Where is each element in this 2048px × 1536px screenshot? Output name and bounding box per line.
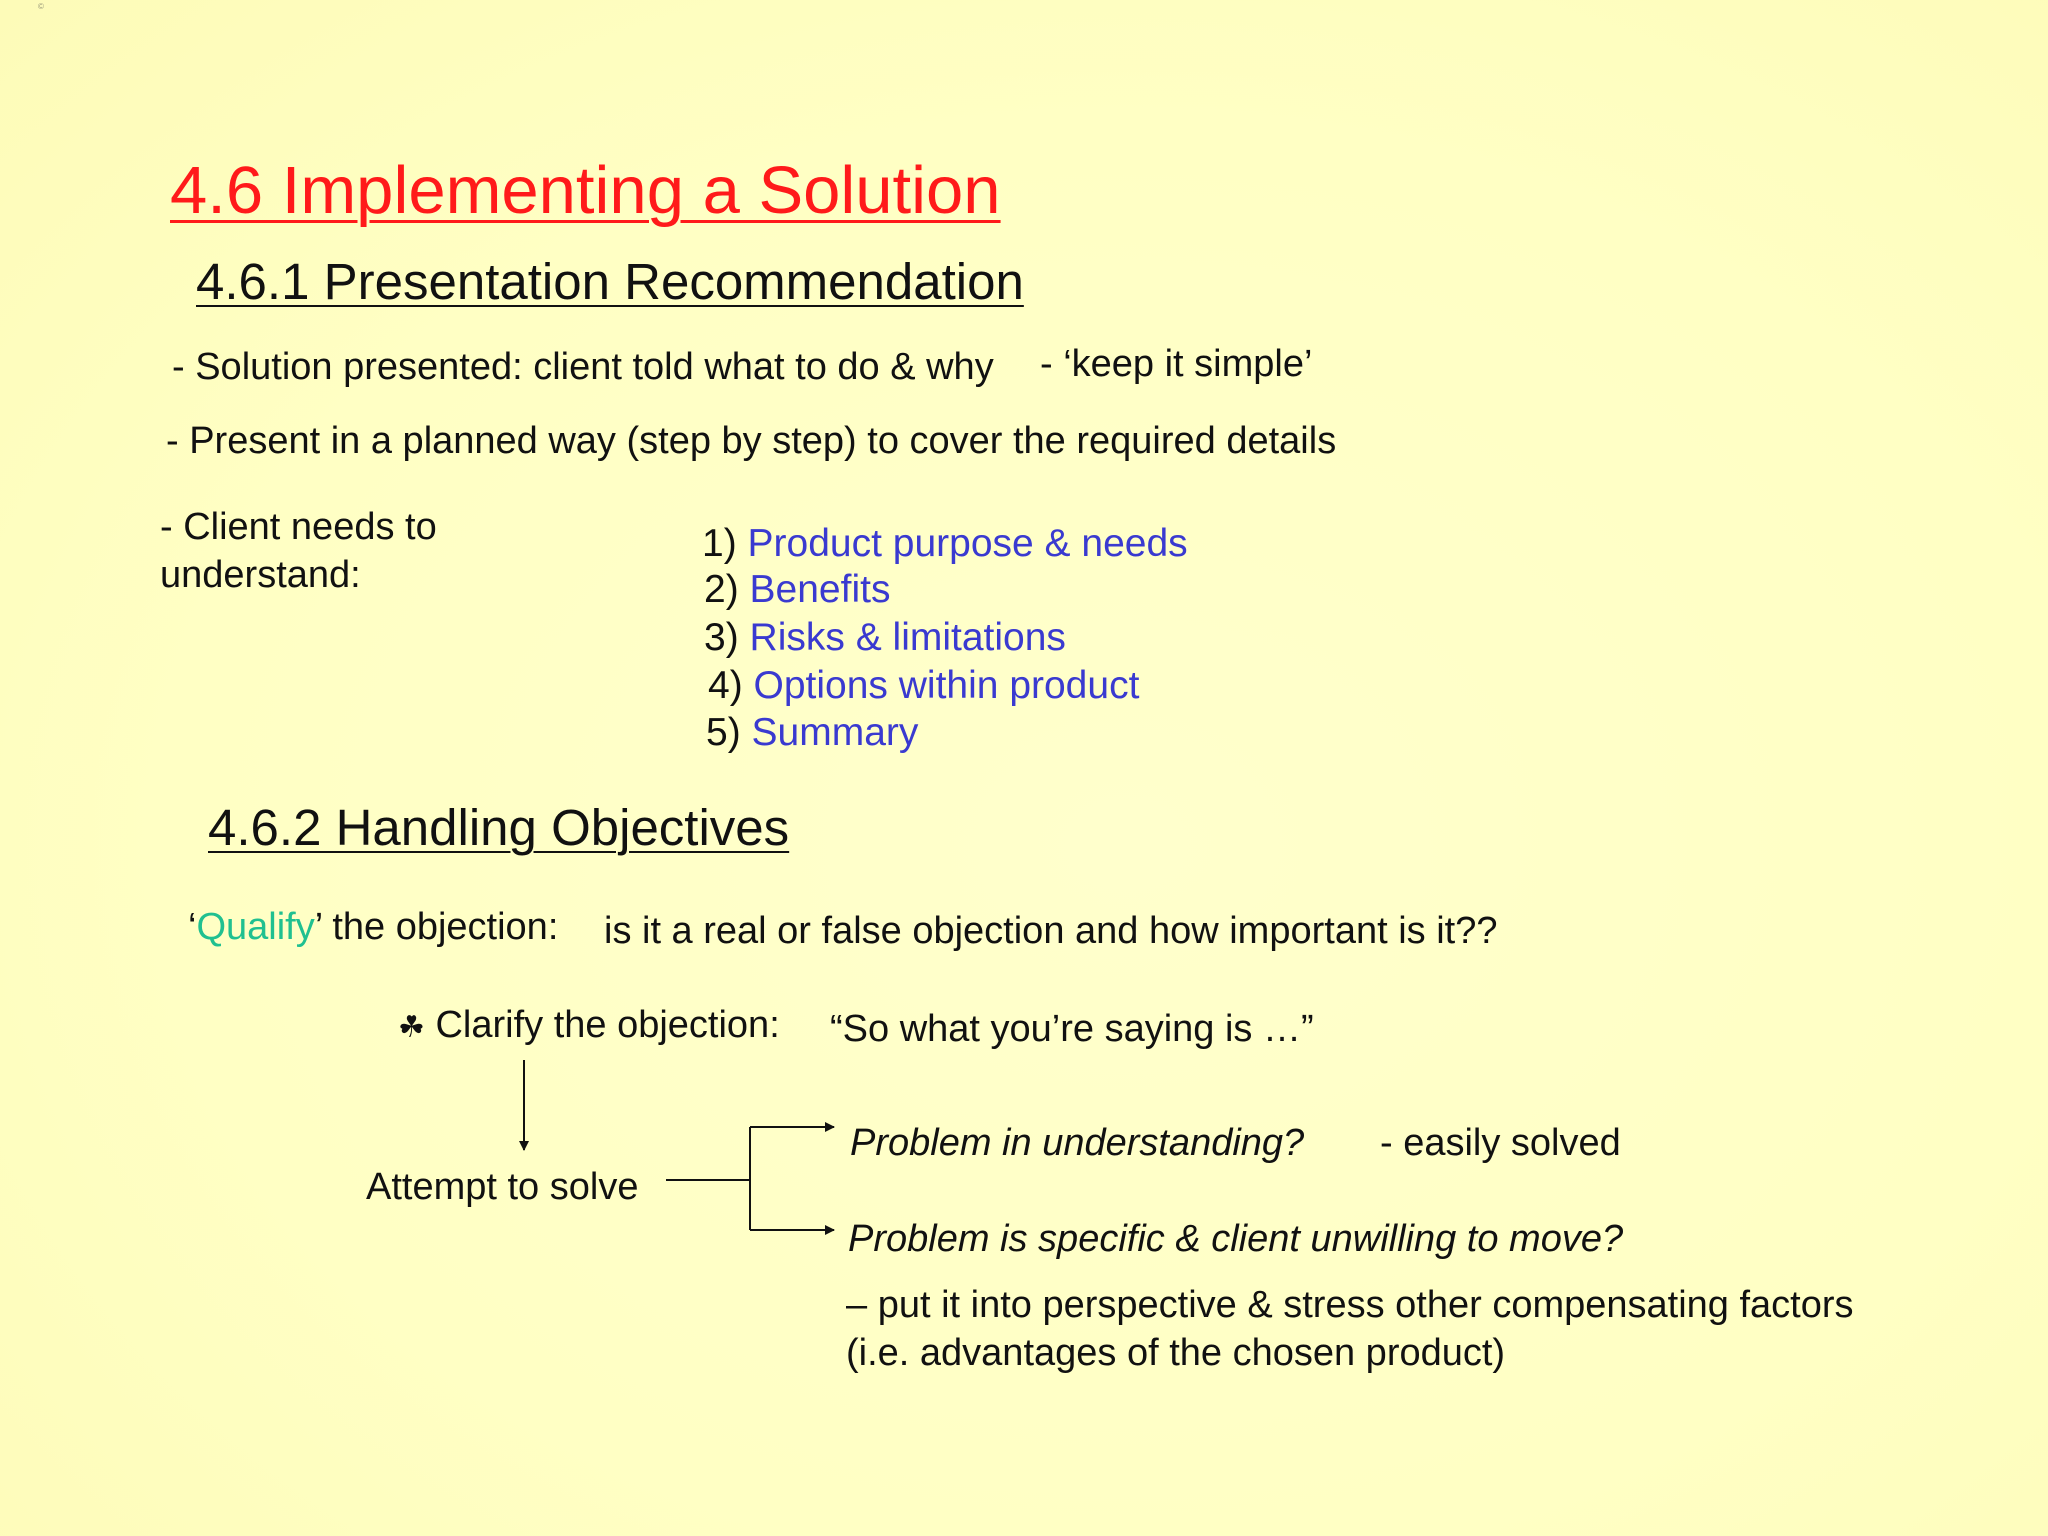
qualify-question: is it a real or false objection and how important is it?? [604, 910, 1498, 952]
section-heading-objectives: 4.6.2 Handling Objectives [208, 799, 790, 856]
list-item-number: 2) [704, 568, 739, 611]
list-item-number: 1) [702, 522, 737, 565]
list-item-label: Benefits [749, 568, 891, 611]
problem-specific: Problem is specific & client unwilling to move? [848, 1218, 1624, 1260]
bullet-client-needs-line2: understand: [160, 553, 361, 596]
bullet-planned-way: - Present in a planned way (step by step) to cover the required details [166, 420, 1337, 462]
clover-bullet-icon: ☘ [398, 1011, 425, 1044]
corner-mark: © [38, 2, 44, 11]
perspective-note [846, 1282, 1854, 1377]
qualify-rest: ’ the objection: [314, 906, 559, 948]
problem-understanding-note: - easily solved [1380, 1122, 1621, 1164]
attempt-to-solve: Attempt to solve [366, 1166, 639, 1208]
section-heading-presentation: 4.6.1 Presentation Recommendation [196, 253, 1024, 310]
clarify-label: Clarify the objection: [435, 1004, 780, 1046]
clarify-quote: “So what you’re saying is …” [830, 1008, 1314, 1050]
list-item [706, 711, 918, 756]
qualify-label [188, 906, 558, 950]
perspective-line2: (i.e. advantages of the chosen product) [846, 1331, 1506, 1374]
bullet-client-needs-line1: - Client needs to [160, 506, 437, 548]
list-item-number: 4) [708, 664, 743, 707]
list-item-label: Options within product [753, 664, 1140, 707]
bullet-client-needs [160, 504, 520, 599]
list-item-label: Risks & limitations [749, 616, 1066, 659]
qualify-open-quote: ‘ [188, 906, 197, 948]
list-item-number: 3) [704, 616, 739, 659]
list-item-label: Summary [751, 711, 919, 754]
list-item-number: 5) [706, 711, 741, 754]
list-item-label: Product purpose & needs [747, 522, 1188, 565]
qualify-word: Qualify [196, 906, 315, 948]
list-item [704, 568, 890, 613]
bullet-solution-presented: - Solution presented: client told what to do & why [172, 346, 994, 388]
list-item [702, 522, 1188, 567]
slide-title: 4.6 Implementing a Solution [170, 153, 1001, 228]
list-item [708, 664, 1139, 709]
clarify-objection [398, 1004, 780, 1048]
bullet-keep-it-simple: - ‘keep it simple’ [1040, 343, 1313, 385]
list-item [704, 616, 1066, 661]
perspective-line1: – put it into perspective & stress other compensating factors [846, 1284, 1854, 1326]
problem-understanding: Problem in understanding? [850, 1122, 1305, 1164]
